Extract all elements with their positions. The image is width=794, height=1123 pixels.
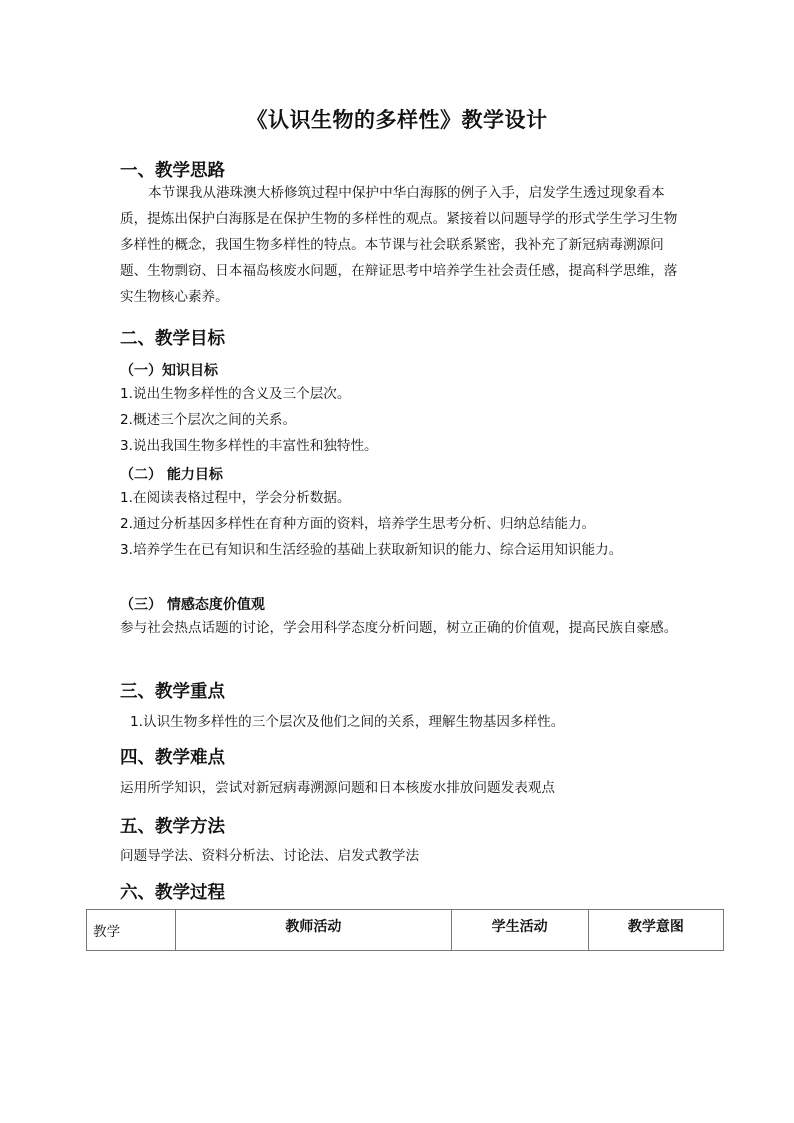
teaching-process-table <box>86 909 724 951</box>
table-col-2: 教师活动 <box>176 910 451 951</box>
sec2-sub2-item-3: 3.培养学生在已有知识和生活经验的基础上获取新知识的能力、综合运用知识能力。 <box>120 542 623 558</box>
table <box>86 909 724 951</box>
sec1-para: 本节课我从港珠澳大桥修筑过程中保护中华白海豚的例子入手，启发学生透过现象看本质，提炼出保护白海豚是在保护生物的多样性的观点。紧接着以问题导学的形式学生学习生物多样性的概念，我国生物多样性的特点。本节课与社会联系紧密，我补充了新冠病毒溯源问题、生物剽窃、日本福岛核废水问题，在辩证思考中培养学生社会责任感，提高科学思维，落实生物核心素养。 <box>120 185 678 305</box>
sec3-heading: 三、教学重点 <box>120 682 225 702</box>
table-col-3: 学生活动 <box>451 910 588 951</box>
sec2-sub3-para: 参与社会热点话题的讨论，学会用科学态度分析问题，树立正确的价值观，提高民族自豪感。 <box>120 620 678 636</box>
sec2-sub1-items <box>120 381 680 459</box>
sec2-sub3-heading: （三） 情感态度价值观 <box>120 597 265 613</box>
table-col-1: 教学 <box>87 910 176 951</box>
sec5-heading: 五、教学方法 <box>120 817 225 837</box>
sec2-sub2-heading: （二） 能力目标 <box>120 467 223 483</box>
sec2-sub1-item-3: 3.说出我国生物多样性的丰富性和独特性。 <box>120 438 378 454</box>
doc-title: 《认识生物的多样性》教学设计 <box>246 108 548 132</box>
sec5-para: 问题导学法、资料分析法、讨论法、启发式教学法 <box>120 848 420 864</box>
table-col-4: 教学意图 <box>588 910 723 951</box>
sec2-sub2-item-1: 1.在阅读表格过程中，学会分析数据。 <box>120 490 351 506</box>
sec2-sub1-item-1: 1.说出生物多样性的含义及三个层次。 <box>120 386 351 402</box>
sec3-para: 1.认识生物多样性的三个层次及他们之间的关系，理解生物基因多样性。 <box>130 714 565 730</box>
sec2-sub1-heading: （一）知识目标 <box>120 363 218 379</box>
sec6-heading: 六、教学过程 <box>120 883 225 903</box>
sec2-sub2-item-2: 2.通过分析基因多样性在育种方面的资料，培养学生思考分析、归纳总结能力。 <box>120 516 596 532</box>
table-header-row <box>87 910 724 951</box>
sec4-heading: 四、教学难点 <box>120 748 225 768</box>
sec1-heading: 一、教学思路 <box>120 161 225 181</box>
sec2-sub1-item-2: 2.概述三个层次之间的关系。 <box>120 412 297 428</box>
sec2-heading: 二、教学目标 <box>120 329 225 349</box>
sec4-para: 运用所学知识，尝试对新冠病毒溯源问题和日本核废水排放问题发表观点 <box>120 780 555 796</box>
sec2-sub2-items <box>120 485 680 563</box>
